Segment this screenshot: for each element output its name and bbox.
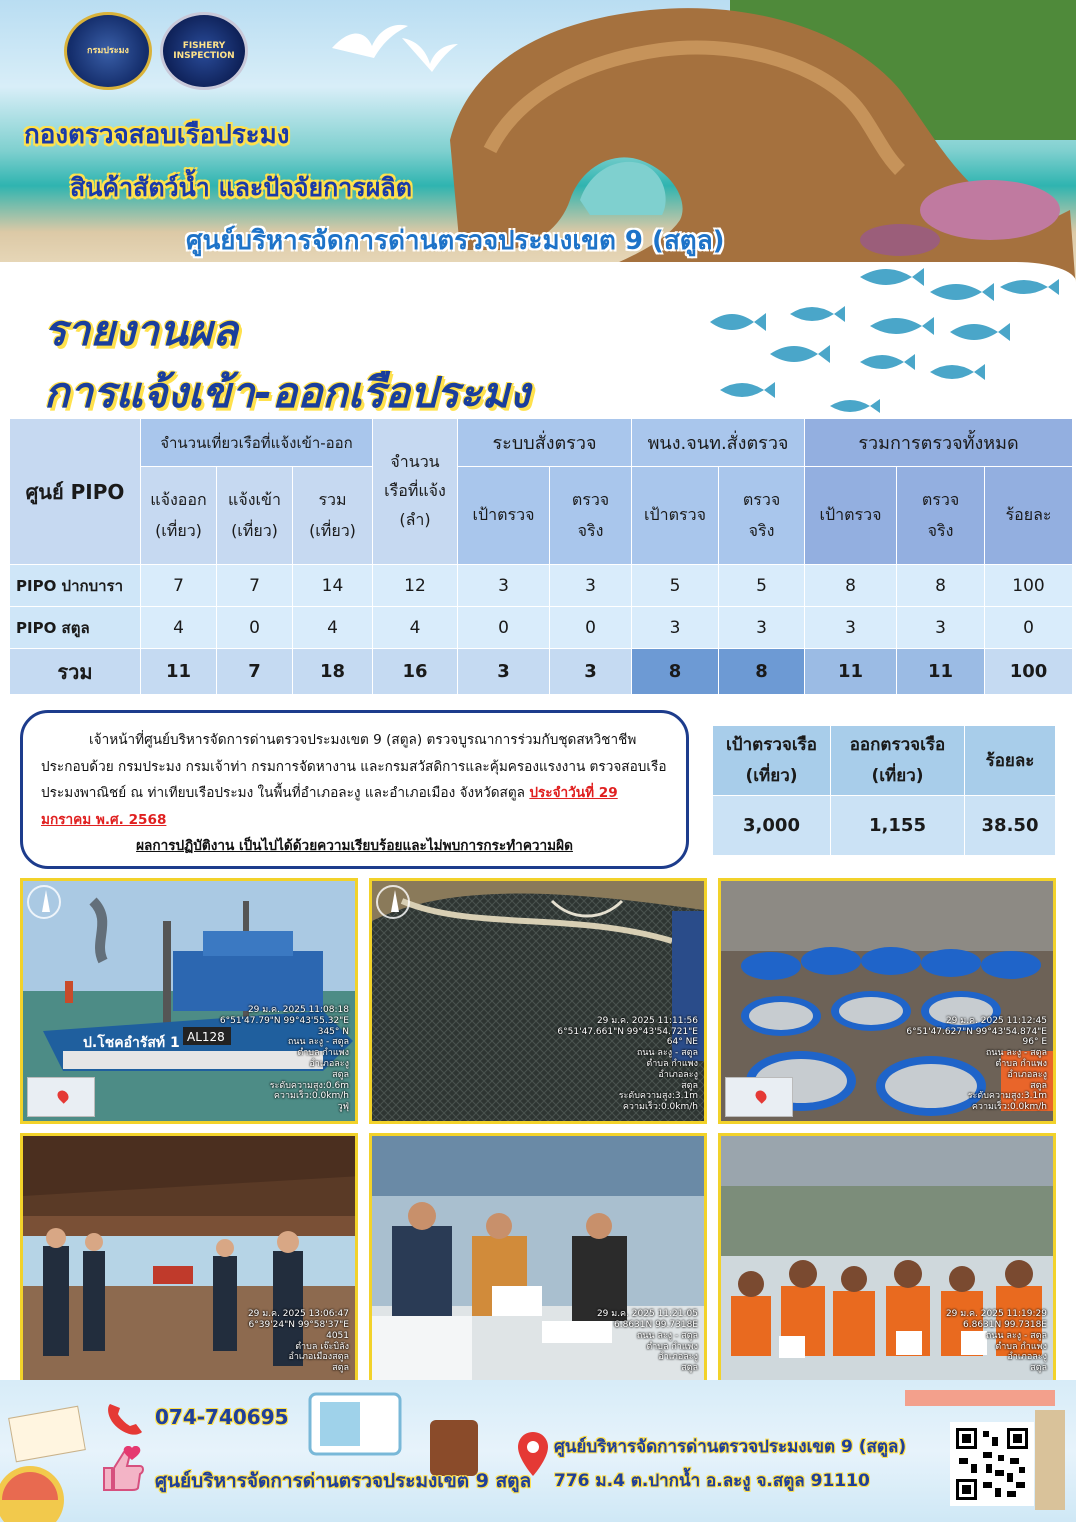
photo-timestamp: 29 ม.ค. 2025 11:12:45 6°51'47.627"N 99°43'54.874"E 96° E ถนน ละงู - สตูล ตำบล กำแพง อำเภอละงู สตูล ระดับความสูง:3.1m ความเร็ว:0.0km/h <box>906 1015 1047 1113</box>
summary-table <box>712 725 1056 856</box>
header-out <box>141 467 217 565</box>
total-sys-target: 3 <box>458 649 550 695</box>
total-percent: 100 <box>985 649 1073 695</box>
header-total <box>293 467 373 565</box>
compass-icon <box>376 885 410 919</box>
summary-done-value: 1,155 <box>831 796 965 856</box>
header-officer-actual-l2: จริง <box>748 520 775 540</box>
phone-icon <box>102 1398 146 1438</box>
header-boats-line2: เรือที่แจ้ง <box>384 481 446 501</box>
header-in-unit: (เที่ยว) <box>231 520 278 540</box>
cell-out: 4 <box>141 607 217 649</box>
cell-sys-actual: 3 <box>550 565 632 607</box>
row-name: PIPO ปากบารา <box>10 565 141 607</box>
header-trips-group: จำนวนเที่ยวเรือที่แจ้งเข้า-ออก <box>141 419 373 467</box>
summary-target-value: 3,000 <box>713 796 831 856</box>
fish-school-illustration <box>700 262 1070 418</box>
photo-timestamp: 29 ม.ค. 2025 13:06:47 6°39'24"N 99°58'37"E 4051 ตำบล เจ๊ะบิลัง อำเภอเมืองสตูล สตูล <box>247 1309 349 1374</box>
cell-sys-target: 0 <box>458 607 550 649</box>
center-name: ศูนย์บริหารจัดการด่านตรวจประมงเขต 9 (สตูล) <box>186 226 725 256</box>
header-boats-line3: (ลำ) <box>399 509 431 529</box>
total-row-name: รวม <box>10 649 141 695</box>
photo-fishing-boat <box>20 878 358 1124</box>
description-body: เจ้าหน้าที่ศูนย์บริหารจัดการด่านตรวจประมงเขต 9 (สตูล) ตรวจบูรณาการร่วมกับชุดสหวิชาชีพประกอบด้วย กรมประมง กรมเจ้าท่า กรมการจัดหางาน และกรมสวัสดิการและคุ้มครองแรงงาน ตรวจสอบเรือประมงพาณิชย์ ณ ท่าเทียบเรือประมง ในพื้นที่อำเภอละงู และอำเภอเมือง จังหวัดสตูล <box>41 732 667 801</box>
header-officer-group: พนง.จนท.สั่งตรวจ <box>632 419 805 467</box>
cell-percent: 0 <box>985 607 1073 649</box>
photo-crew-lifejackets <box>718 1133 1056 1385</box>
cell-out: 7 <box>141 565 217 607</box>
total-off-actual: 8 <box>719 649 805 695</box>
description-box <box>20 710 689 869</box>
total-in: 7 <box>217 649 293 695</box>
cell-in: 7 <box>217 565 293 607</box>
table-row <box>10 565 1073 607</box>
summary-header-target-l1: เป้าตรวจเรือ <box>726 734 817 755</box>
header-center: ศูนย์ PIPO <box>10 419 141 565</box>
header-officer-actual <box>719 467 805 565</box>
report-title-line1: รายงานผล <box>44 306 238 355</box>
like-icon <box>98 1446 146 1494</box>
cell-sys-actual: 0 <box>550 607 632 649</box>
header-out-label: แจ้งออก <box>150 490 207 510</box>
header-boats <box>373 419 458 565</box>
description-result: ผลการปฏิบัติงาน เป็นไปได้ด้วยความเรียบร้อยและไม่พบการกระทำความผิด <box>136 838 573 854</box>
fisheries-department-logo: กรมประมง <box>64 12 152 90</box>
summary-header-done-l2: (เที่ยว) <box>871 765 924 786</box>
photo-fishing-nets <box>369 878 707 1124</box>
description-date: ประจำวันที่ 29 มกราคม พ.ศ. 2568 <box>41 785 618 828</box>
footer-phone: 074-740695 <box>155 1405 289 1429</box>
cell-in: 0 <box>217 607 293 649</box>
footer-address: 776 ม.4 ต.ปากน้ำ อ.ละงู จ.สตูล 91110 <box>554 1471 870 1491</box>
row-name: PIPO สตูล <box>10 607 141 649</box>
total-off-target: 8 <box>632 649 719 695</box>
header-system-group: ระบบสั่งตรวจ <box>458 419 632 467</box>
header-in <box>217 467 293 565</box>
division-title: กองตรวจสอบเรือประมง <box>24 120 290 150</box>
cell-boats: 12 <box>373 565 458 607</box>
header-banner <box>0 0 1076 290</box>
header-system-actual <box>550 467 632 565</box>
cell-off-target: 5 <box>632 565 719 607</box>
cell-off-actual: 3 <box>719 607 805 649</box>
summary-header-percent: ร้อยละ <box>965 726 1056 796</box>
header-all-target: เป้าตรวจ <box>805 467 897 565</box>
header-officer-actual-l1: ตรวจ <box>742 490 781 510</box>
total-all-target: 11 <box>805 649 897 695</box>
boat-name-text: ป.โชคอำรัสท์ 1 <box>83 1035 180 1051</box>
header-boats-line1: จำนวน <box>390 452 440 472</box>
header-system-actual-l2: จริง <box>577 520 604 540</box>
photo-timestamp: 29 ม.ค. 2025 11:11:56 6°51'47.661"N 99°43'54.721"E 64° NE ถนน ละงู - สตูล ตำบล กำแพง อำเภอละงู สตูล ระดับความสูง:3.1m ความเร็ว:0.0km/h <box>557 1015 698 1113</box>
photo-document-check <box>369 1133 707 1385</box>
total-boats: 16 <box>373 649 458 695</box>
header-all-actual-l2: จริง <box>927 520 954 540</box>
header-officer-target: เป้าตรวจ <box>632 467 719 565</box>
cell-all-target: 8 <box>805 565 897 607</box>
header-out-unit: (เที่ยว) <box>155 520 202 540</box>
summary-header-done-l1: ออกตรวจเรือ <box>849 734 946 755</box>
summary-percent-value: 38.50 <box>965 796 1056 856</box>
cell-boats: 4 <box>373 607 458 649</box>
total-sys-actual: 3 <box>550 649 632 695</box>
footer-address-title: ศูนย์บริหารจัดการด่านตรวจประมงเขต 9 (สตูล) <box>554 1437 907 1457</box>
total-total: 18 <box>293 649 373 695</box>
cell-percent: 100 <box>985 565 1073 607</box>
cell-all-actual: 8 <box>897 565 985 607</box>
header-system-target: เป้าตรวจ <box>458 467 550 565</box>
seagull-icon <box>400 30 460 74</box>
qr-code[interactable] <box>950 1422 1034 1506</box>
report-title-line2: การแจ้งเข้า-ออกเรือประมง <box>44 368 530 417</box>
cell-total: 4 <box>293 607 373 649</box>
cell-all-target: 3 <box>805 607 897 649</box>
pipo-report-table <box>9 418 1073 695</box>
header-in-label: แจ้งเข้า <box>228 490 281 510</box>
cell-sys-target: 3 <box>458 565 550 607</box>
summary-header-target-l2: (เที่ยว) <box>745 765 798 786</box>
compass-icon <box>27 885 61 919</box>
header-all-actual-l1: ตรวจ <box>921 490 960 510</box>
cell-all-actual: 3 <box>897 607 985 649</box>
header-system-actual-l1: ตรวจ <box>571 490 610 510</box>
cell-off-actual: 5 <box>719 565 805 607</box>
photo-fish-buckets <box>718 878 1056 1124</box>
photo-timestamp: 29 ม.ค. 2025 11:21:05 6.8631N 99.7318E ถนน ละงู - สตูล ตำบล กำแพง อำเภอละงู สตูล <box>596 1309 698 1374</box>
map-inset <box>27 1077 95 1117</box>
header-all-actual <box>897 467 985 565</box>
total-out: 11 <box>141 649 217 695</box>
fishery-inspection-logo: FISHERY INSPECTION <box>160 12 248 90</box>
summary-header-done <box>831 726 965 796</box>
header-total-label: รวม <box>318 490 347 510</box>
description-text <box>41 727 668 833</box>
cell-total: 14 <box>293 565 373 607</box>
seagull-icon <box>330 18 410 68</box>
total-all-actual: 11 <box>897 649 985 695</box>
header-total-unit: (เที่ยว) <box>309 520 356 540</box>
map-inset <box>725 1077 793 1117</box>
photo-officers-pier <box>20 1133 358 1385</box>
header-all-group: รวมการตรวจทั้งหมด <box>805 419 1073 467</box>
summary-header-target <box>713 726 831 796</box>
table-total-row <box>10 649 1073 695</box>
division-subtitle: สินค้าสัตว์น้ำ และปัจจัยการผลิต <box>70 173 412 202</box>
table-row <box>10 607 1073 649</box>
boat-reg-text: AL128 <box>187 1030 225 1044</box>
qr-code-pattern <box>953 1425 1031 1503</box>
cell-off-target: 3 <box>632 607 719 649</box>
header-percent: ร้อยละ <box>985 467 1073 565</box>
location-pin-icon <box>516 1430 550 1480</box>
photo-timestamp: 29 ม.ค. 2025 11:19:29 6.8631N 99.7318E ถนน ละงู - สตูล ตำบล กำแพง อำเภอละงู สตูล <box>945 1309 1047 1374</box>
footer-facebook: ศูนย์บริหารจัดการด่านตรวจประมงเขต 9 สตูล <box>155 1470 532 1492</box>
photo-timestamp: 29 ม.ค. 2025 11:08:18 6°51'47.79"N 99°43'55.32"E 345° N ถนน ละงู - สตูล ตำบล กำแพง อำเภอละงู สตูล ระดับความสูง:0.6m ความเร็ว:0.0km/h วูฟุ่ <box>219 1005 349 1113</box>
